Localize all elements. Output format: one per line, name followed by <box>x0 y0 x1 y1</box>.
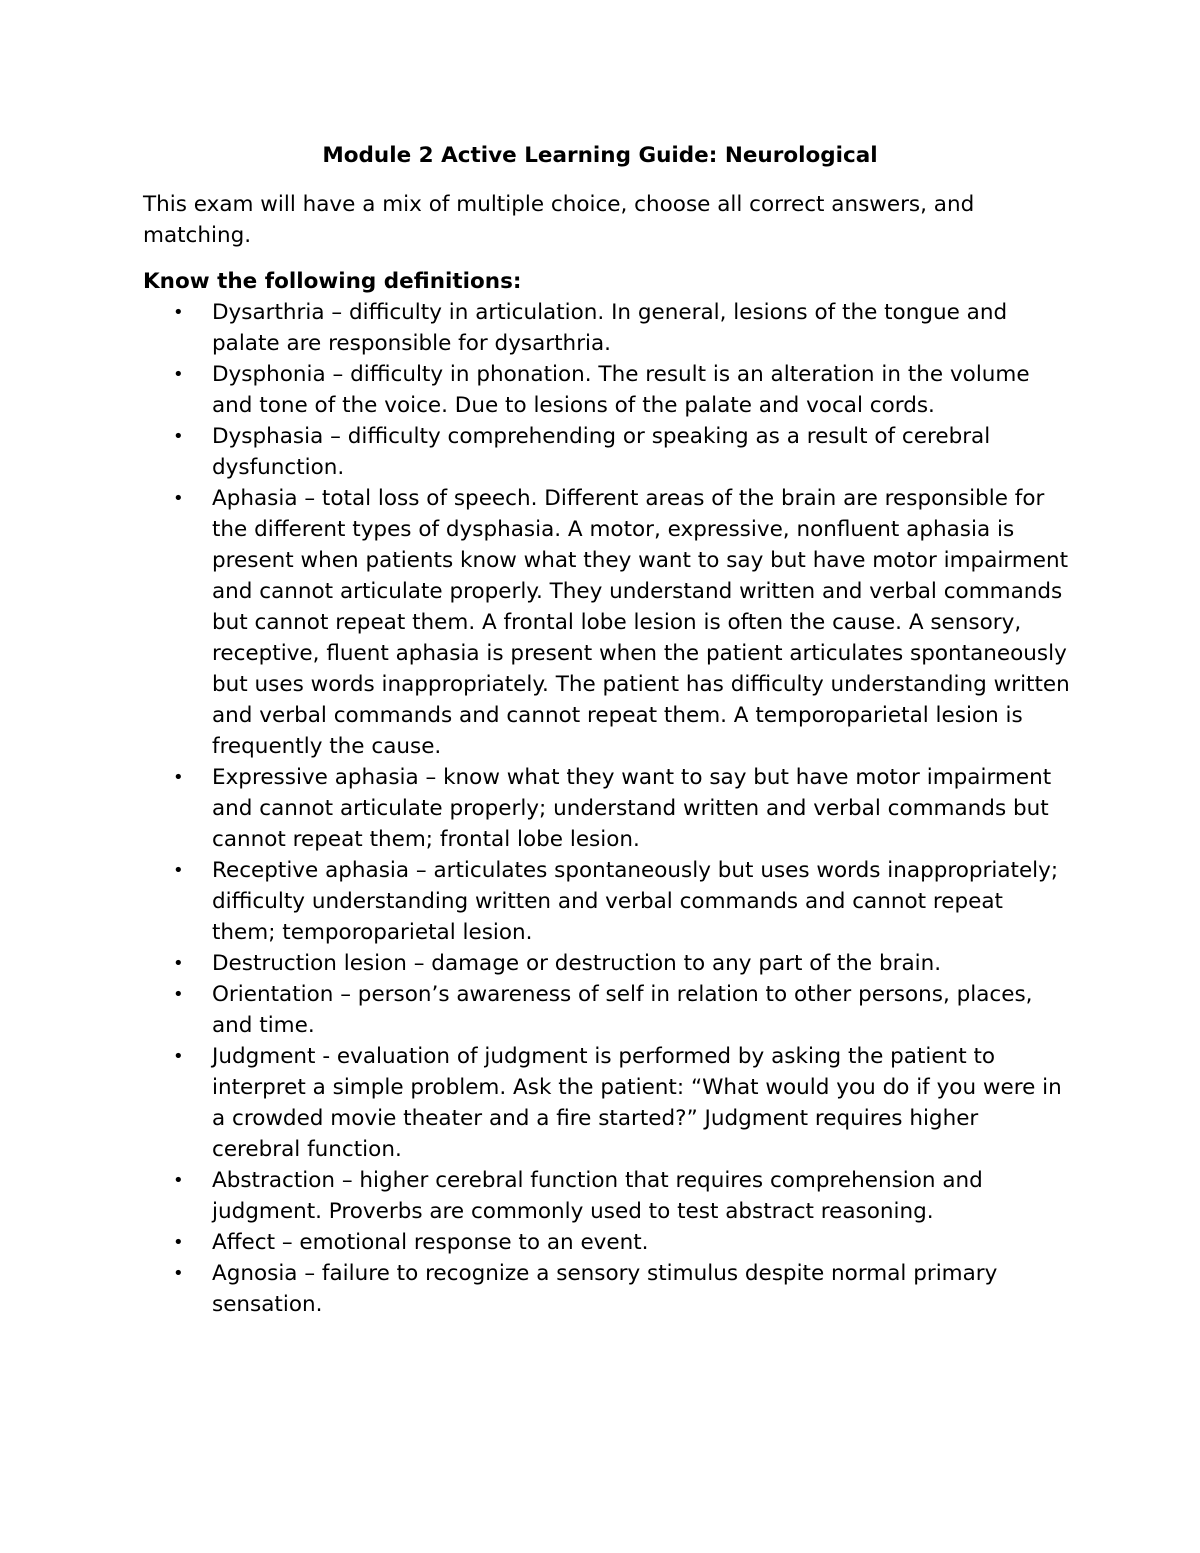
definition-item <box>143 483 1073 762</box>
definition-text: Orientation – person’s awareness of self in relation to other persons, places, and time. <box>212 982 1033 1038</box>
definition-text: Affect – emotional response to an event. <box>212 1230 649 1255</box>
definition-text: Aphasia – total loss of speech. Different areas of the brain are responsible for the different types of dysphasia. A motor, expressive, nonfluent aphasia is present when patients know what they want to say but have motor impairment and cannot articulate properly. They understand written and verbal commands but cannot repeat them. A frontal lobe lesion is often the cause. A sensory, receptive, fluent aphasia is present when the patient articulates spontaneously but uses words inappropriately. The patient has difficulty understanding written and verbal commands and cannot repeat them. A temporoparietal lesion is frequently the cause. <box>212 486 1070 759</box>
bullet-icon: • <box>173 860 184 881</box>
bullet-icon: • <box>173 426 184 447</box>
definition-text: Expressive aphasia – know what they want to say but have motor impairment and cannot articulate properly; understand written and verbal commands but cannot repeat them; frontal lobe lesion. <box>212 765 1052 852</box>
definition-item <box>143 421 1073 483</box>
definition-item <box>143 297 1073 359</box>
bullet-icon: • <box>173 488 184 509</box>
definition-text: Judgment - evaluation of judgment is performed by asking the patient to interpret a simple problem. Ask the patient: “What would you do if you were in a crowded movie theater and a fire started?” Judgment requires higher cerebral function. <box>212 1044 1062 1162</box>
definition-text: Dysphonia – difficulty in phonation. The result is an alteration in the volume and tone of the voice. Due to lesions of the palate and vocal cords. <box>212 362 1030 418</box>
definitions-heading: Know the following definitions: <box>143 269 522 294</box>
definition-item <box>143 359 1073 421</box>
definition-item <box>143 1165 1073 1227</box>
definition-text: Destruction lesion – damage or destruction to any part of the brain. <box>212 951 942 976</box>
bullet-icon: • <box>173 364 184 385</box>
bullet-icon: • <box>173 1263 184 1284</box>
bullet-icon: • <box>173 953 184 974</box>
definition-item <box>143 1258 1073 1320</box>
definition-text: Agnosia – failure to recognize a sensory stimulus despite normal primary sensation. <box>212 1261 998 1317</box>
definition-item <box>143 762 1073 855</box>
bullet-icon: • <box>173 1170 184 1191</box>
definition-text: Dysarthria – difficulty in articulation. In general, lesions of the tongue and palate are responsible for dysarthria. <box>212 300 1008 356</box>
definition-item <box>143 979 1073 1041</box>
bullet-icon: • <box>173 1232 184 1253</box>
definition-item <box>143 855 1073 948</box>
bullet-icon: • <box>173 302 184 323</box>
definition-text: Receptive aphasia – articulates spontaneously but uses words inappropriately; difficulty understanding written and verbal commands and cannot repeat them; temporoparietal lesion. <box>212 858 1059 945</box>
page-title: Module 2 Active Learning Guide: Neurological <box>322 143 878 168</box>
definition-text: Abstraction – higher cerebral function that requires comprehension and judgment. Proverbs are commonly used to test abstract reasoning. <box>212 1168 983 1224</box>
intro-paragraph: This exam will have a mix of multiple choice, choose all correct answers, and matching. <box>143 192 975 248</box>
definition-item <box>143 1227 1073 1258</box>
definition-text: Dysphasia – difficulty comprehending or speaking as a result of cerebral dysfunction. <box>212 424 991 480</box>
definition-item <box>143 1041 1073 1165</box>
bullet-icon: • <box>173 984 184 1005</box>
definitions-list <box>143 297 1073 1320</box>
definition-item <box>143 948 1073 979</box>
bullet-icon: • <box>173 767 184 788</box>
bullet-icon: • <box>173 1046 184 1067</box>
